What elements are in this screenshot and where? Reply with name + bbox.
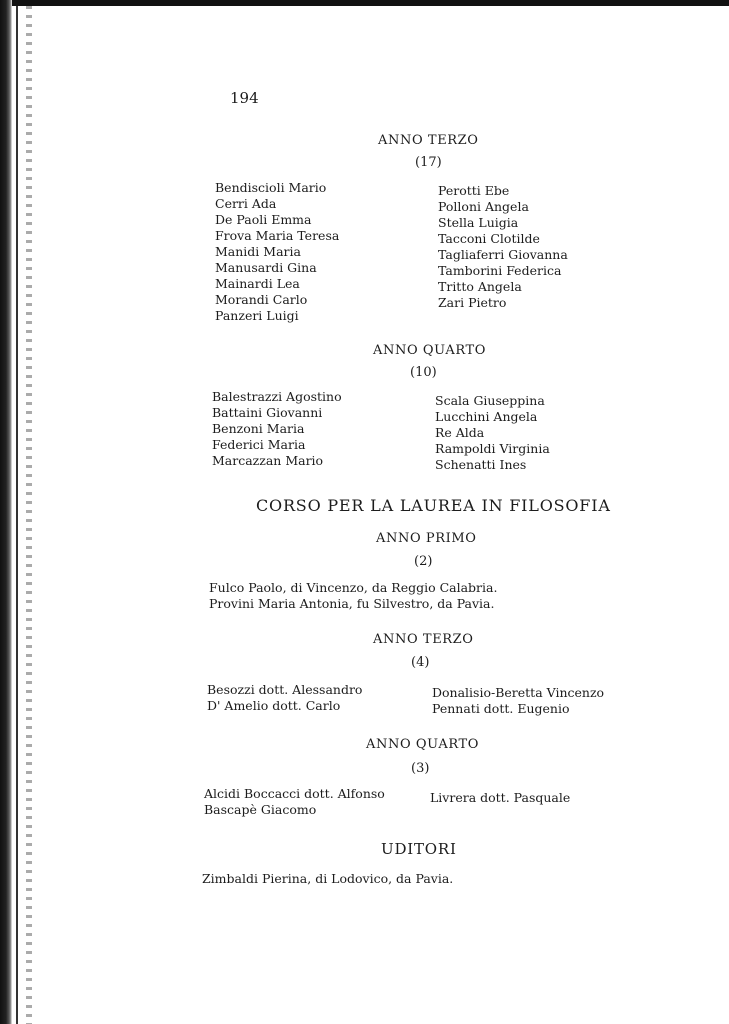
section-count-anno-terzo-filosofia: (4) xyxy=(411,655,430,670)
book-binding-edge xyxy=(0,0,12,1024)
list-item: Alcidi Boccacci dott. Alfonso xyxy=(204,786,385,801)
list-item: Morandi Carlo xyxy=(215,292,308,307)
name-list-left xyxy=(207,682,362,714)
list-item: Fulco Paolo, di Vincenzo, da Reggio Calabria. xyxy=(209,580,498,595)
list-item: Provini Maria Antonia, fu Silvestro, da Pavia. xyxy=(209,596,495,611)
list-item: Balestrazzi Agostino xyxy=(212,389,342,404)
name-list-right xyxy=(438,183,568,311)
list-item: Federici Maria xyxy=(212,437,306,452)
list-item: Manidi Maria xyxy=(215,244,301,259)
section-count-anno-terzo: (17) xyxy=(415,155,442,170)
list-item: Re Alda xyxy=(435,425,485,440)
section-heading-anno-primo: ANNO PRIMO xyxy=(376,531,477,546)
section-heading-anno-terzo-filosofia: ANNO TERZO xyxy=(373,632,474,647)
section-heading-uditori: UDITORI xyxy=(381,840,457,858)
name-list-left xyxy=(212,389,342,469)
list-item: Donalisio-Beretta Vincenzo xyxy=(432,685,605,700)
list-item: Tamborini Federica xyxy=(438,263,562,278)
list-item: Rampoldi Virginia xyxy=(435,441,550,456)
list-item: Tacconi Clotilde xyxy=(438,231,540,246)
list-item: Zari Pietro xyxy=(438,295,507,310)
section-count-anno-primo: (2) xyxy=(414,554,433,569)
list-item: Marcazzan Mario xyxy=(212,453,324,468)
list-item: Bendiscioli Mario xyxy=(215,180,327,195)
list-item: Tritto Angela xyxy=(438,279,522,294)
page-number: 194 xyxy=(230,89,259,107)
list-item: Tagliaferri Giovanna xyxy=(438,247,568,262)
section-count-anno-quarto: (10) xyxy=(410,365,437,380)
name-list-right xyxy=(432,685,604,717)
name-list-right xyxy=(435,393,550,473)
list-item: De Paoli Emma xyxy=(215,212,312,227)
list-item: Lucchini Angela xyxy=(435,409,538,424)
name-list-left xyxy=(204,786,385,818)
list-item: Livrera dott. Pasquale xyxy=(430,790,571,805)
list-item: Besozzi dott. Alessandro xyxy=(207,682,363,697)
scan-edge-top xyxy=(0,0,729,6)
binding-line xyxy=(16,6,18,1024)
section-heading-anno-quarto-filosofia: ANNO QUARTO xyxy=(366,737,480,752)
name-list-right xyxy=(430,790,570,806)
list-item: Mainardi Lea xyxy=(215,276,300,291)
section-heading-anno-terzo: ANNO TERZO xyxy=(378,133,479,148)
list-item: Scala Giuseppina xyxy=(435,393,545,408)
list-item: Panzeri Luigi xyxy=(215,308,299,323)
list-item: Pennati dott. Eugenio xyxy=(432,701,570,716)
uditore-line: Zimbaldi Pierina, di Lodovico, da Pavia. xyxy=(202,871,454,886)
section-heading-anno-quarto: ANNO QUARTO xyxy=(373,343,487,358)
list-item: Perotti Ebe xyxy=(438,183,510,198)
section-count-anno-quarto-filosofia: (3) xyxy=(411,761,430,776)
list-item: Stella Luigia xyxy=(438,215,519,230)
list-item: Bascapè Giacomo xyxy=(204,802,317,817)
student-lines xyxy=(209,580,497,612)
list-item: Benzoni Maria xyxy=(212,421,305,436)
list-item: Battaini Giovanni xyxy=(212,405,323,420)
binding-stitching xyxy=(26,6,32,1024)
list-item: Frova Maria Teresa xyxy=(215,228,340,243)
list-item: D' Amelio dott. Carlo xyxy=(207,698,341,713)
name-list-left xyxy=(215,180,339,324)
list-item: Polloni Angela xyxy=(438,199,529,214)
list-item: Cerri Ada xyxy=(215,196,277,211)
list-item: Schenatti Ines xyxy=(435,457,527,472)
course-title: CORSO PER LA LAUREA IN FILOSOFIA xyxy=(256,496,611,515)
list-item: Manusardi Gina xyxy=(215,260,317,275)
